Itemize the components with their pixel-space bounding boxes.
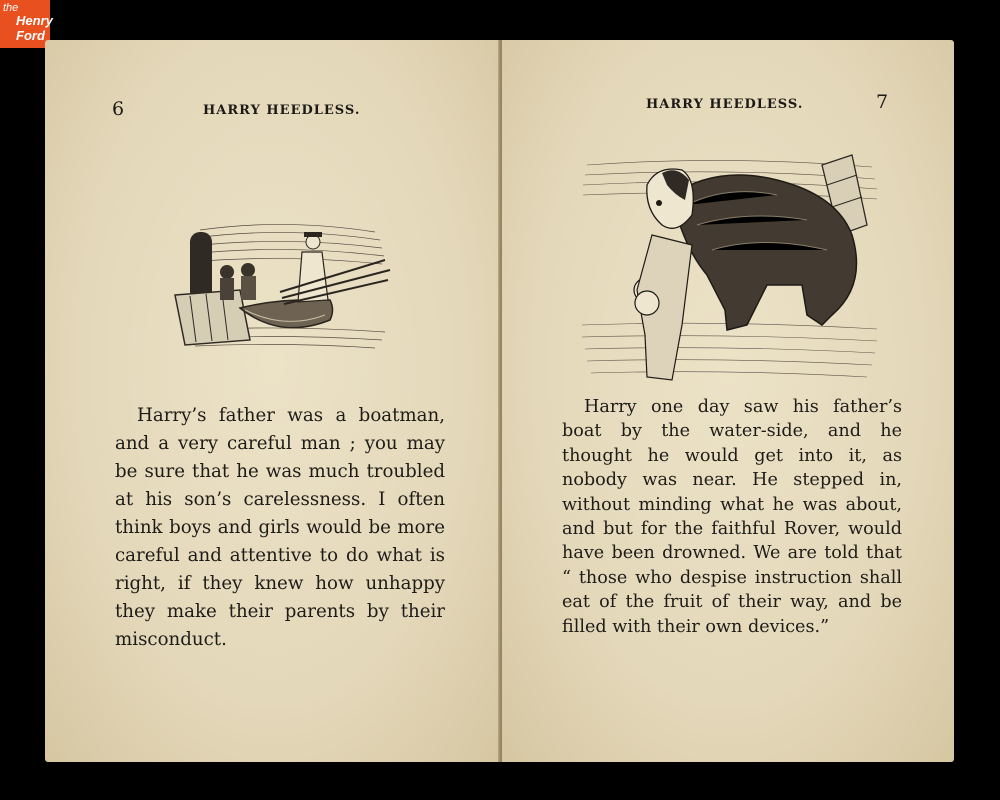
right-page-body-text xyxy=(562,395,902,639)
running-head: HARRY HEEDLESS. xyxy=(203,103,361,118)
paragraph: Harry one day saw his father’s boat by the water-side, and he thought he would get into it, as nobody was near. He stepped in, without minding what he was about, and but for the faithful Rover, would have been drowned. We are told that “ those who despise instruction shall eat of the fruit of their way, and be filled with their own devices.” xyxy=(562,397,902,637)
logo-line-1: the xyxy=(3,2,19,14)
running-head: HARRY HEEDLESS. xyxy=(646,97,804,112)
right-page xyxy=(502,40,954,762)
logo-line-3: Ford xyxy=(16,28,45,43)
left-page-body-text xyxy=(115,402,445,654)
henry-ford-logo xyxy=(0,0,53,48)
paragraph: Harry’s father was a boatman, and a very careful man ; you may be sure that he was much troubled at his son’s carelessness. I often think boys and girls would be more careful and attentive to do what is right, if they knew how unhappy they make their parents by their misconduct. xyxy=(115,405,445,650)
logo-line-2: Henry xyxy=(16,13,53,28)
page-number: 6 xyxy=(112,98,125,120)
page-number: 7 xyxy=(876,91,889,113)
boatman-rowing-illustration xyxy=(170,180,400,360)
dog-rescuing-boy-illustration xyxy=(577,125,882,400)
left-page xyxy=(45,40,500,762)
